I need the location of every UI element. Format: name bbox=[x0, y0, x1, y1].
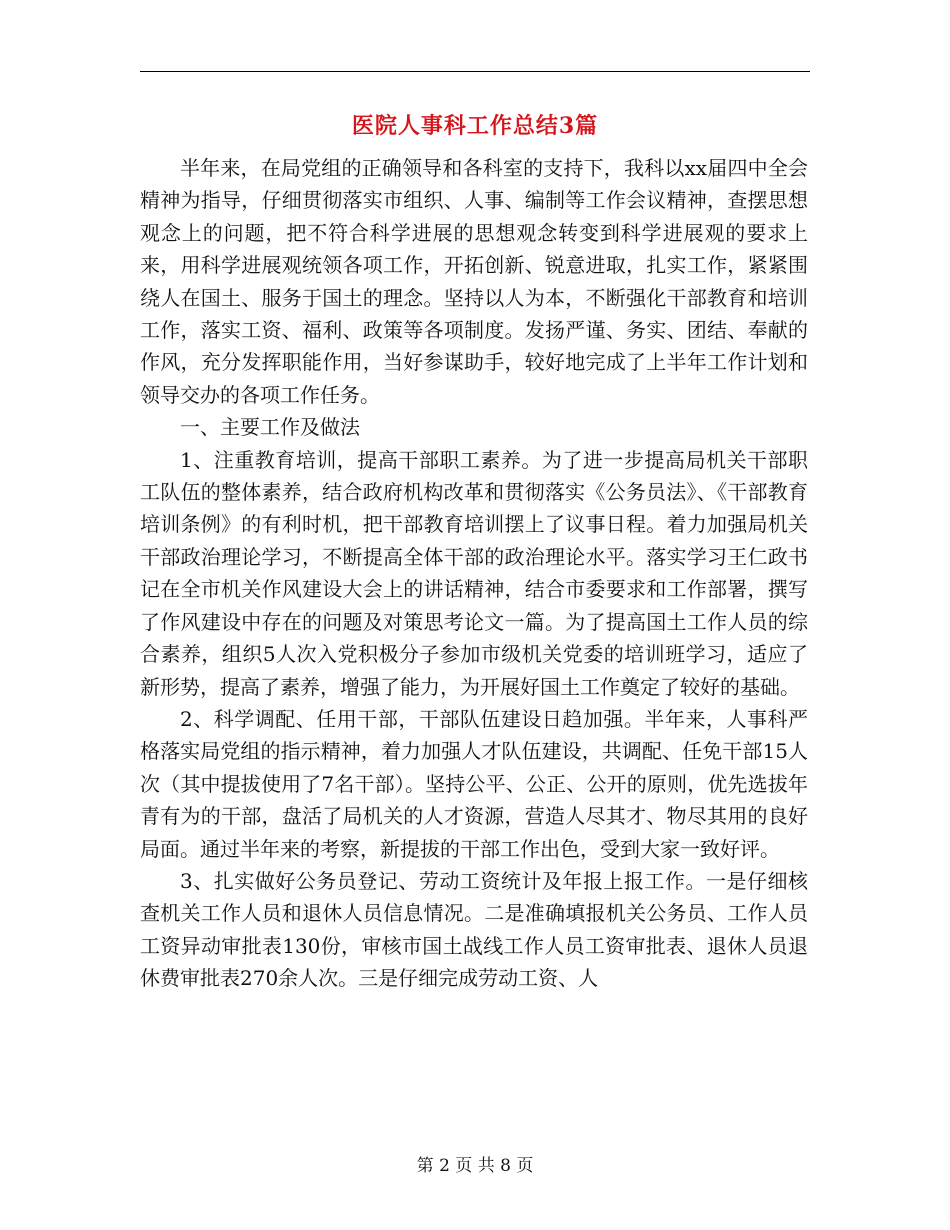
page-footer: 第 2 页 共 8 页 bbox=[416, 1156, 534, 1176]
paragraph-intro: 半年来，在局党组的正确领导和各科室的支持下，我科以xx届四中全会精神为指导，仔细贯彻落实市组织、人事、编制等工作会议精神，查摆思想观念上的问题，把不符合科学进展的思想观念转变到科学进展观的要求上来，用科学进展观统领各项工作，开拓创新、锐意进取，扎实工作，紧紧围绕人在国土、服务于国土的理念。坚持以人为本，不断强化干部教育和培训工作，落实工资、福利、政策等各项制度。发扬严谨、务实、团结、奉献的作风，充分发挥职能作用，当好参谋助手，较好地完成了上半年工作计划和领导交办的各项工作任务。 bbox=[140, 156, 808, 407]
paragraph-item-1: 1、注重教育培训，提高干部职工素养。为了进一步提高局机关干部职工队伍的整体素养，结合政府机构改革和贯彻落实《公务员法》、《干部教育培训条例》的有利时机，把干部教育培训摆上了议事日程。着力加强局机关干部政治理论学习，不断提高全体干部的政治理论水平。落实学习王仁政书记在全市机关作风建设大会上的讲话精神，结合市委要求和工作部署，撰写了作风建设中存在的问题及对策思考论文一篇。为了提高国土工作人员的综合素养，组织5人次入党积极分子参加市级机关党委的培训班学习，适应了新形势，提高了素养，增强了能力，为开展好国土工作奠定了较好的基础。 bbox=[140, 447, 808, 699]
paragraph-item-3: 3、扎实做好公务员登记、劳动工资统计及年报上报工作。一是仔细核查机关工作人员和退休人员信息情况。二是准确填报机关公务员、工作人员工资异动审批表130份，审核市国土战线工作人员工资审批表、退休人员退休费审批表270余人次。三是仔细完成劳动工资、人 bbox=[140, 868, 808, 991]
document-title: 医院人事科工作总结3篇 bbox=[351, 113, 599, 139]
document-body bbox=[140, 152, 808, 995]
section-heading: 一、主要工作及做法 bbox=[180, 415, 360, 440]
paragraph-item-2: 2、科学调配、任用干部，干部队伍建设日趋加强。半年来，人事科严格落实局党组的指示精神，着力加强人才队伍建设，共调配、任免干部15人次（其中提拔使用了7名干部）。坚持公平、公正、公开的原则，优先选拔年青有为的干部，盘活了局机关的人才资源，营造人尽其才、物尽其用的良好局面。通过半年来的考察，新提拔的干部工作出色，受到大家一致好评。 bbox=[140, 706, 808, 861]
header-rule bbox=[140, 71, 810, 72]
